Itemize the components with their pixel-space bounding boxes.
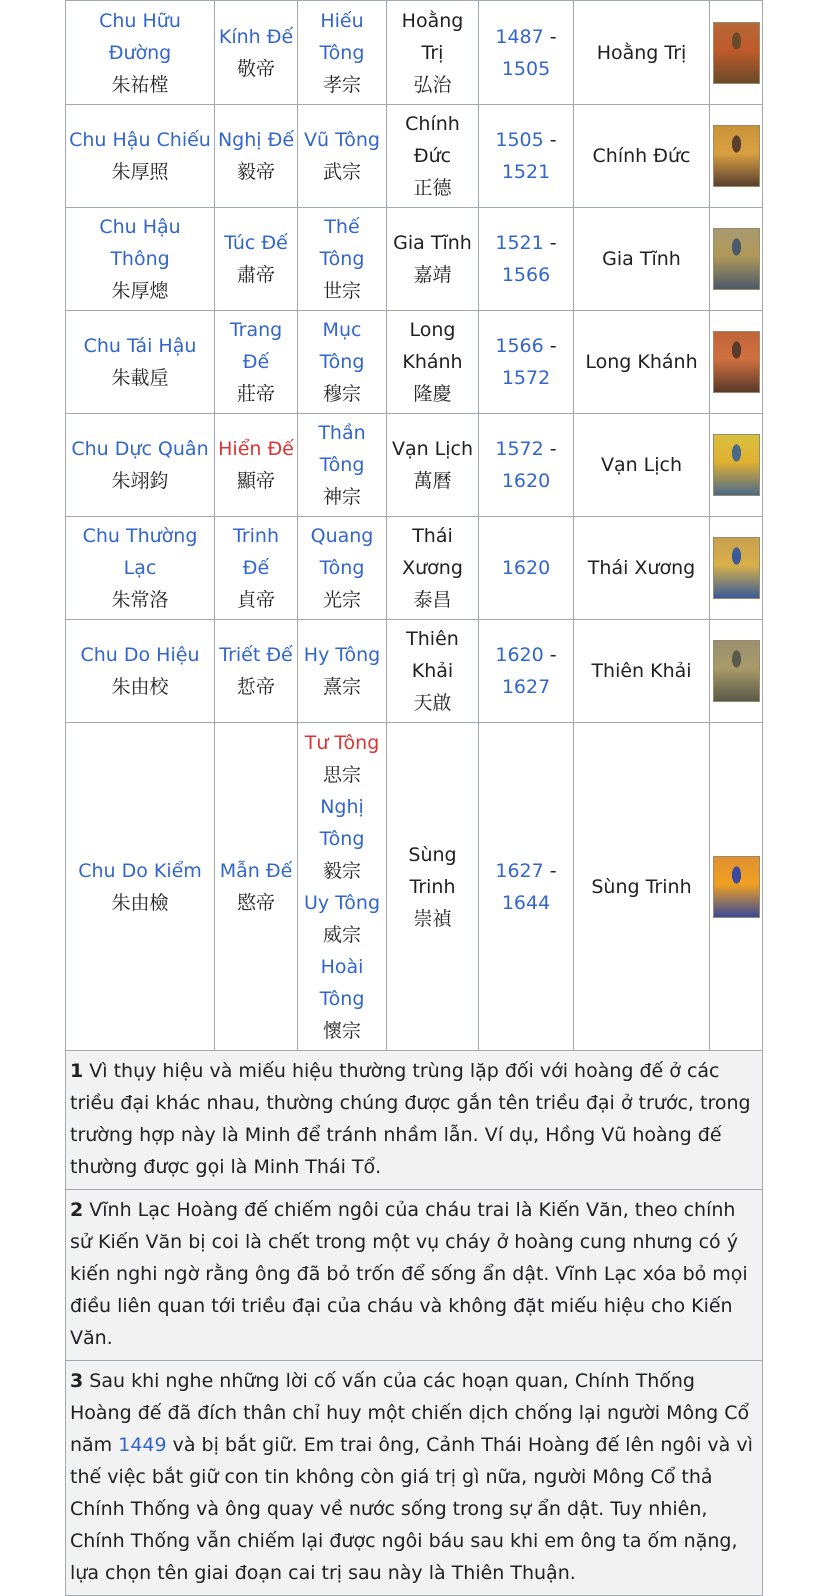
cell-portrait xyxy=(710,620,763,723)
note-text: Sau khi nghe những lời cố vấn của các hoạn quan, Chính Thống Hoàng đế đã đích thân chỉ huy một chiến dịch chống lại người Mông Cổ năm xyxy=(70,1370,750,1456)
era-name-chinese: 正德 xyxy=(413,177,452,199)
temple-name-link[interactable]: Uy Tông xyxy=(303,891,381,914)
cell-common-name: Sùng Trinh xyxy=(574,723,710,1051)
temple-name-link[interactable]: Vũ Tông xyxy=(304,129,380,151)
personal-name-link[interactable]: Chu Dực Quân xyxy=(71,438,209,460)
cell-temple-name xyxy=(298,311,387,414)
personal-name-link[interactable]: Chu Hữu Đường xyxy=(99,9,181,64)
era-name: Thiên Khải xyxy=(406,628,459,682)
reign-start-year-link[interactable]: 1620 xyxy=(501,557,551,579)
personal-name-chinese: 朱祐樘 xyxy=(111,73,169,96)
cell-common-name: Thái Xương xyxy=(574,517,710,620)
emperor-table xyxy=(65,0,763,1596)
emperor-portrait-image[interactable] xyxy=(713,537,760,599)
cell-era-name xyxy=(387,1,479,105)
posthumous-name-link[interactable]: Trang Đế xyxy=(229,319,283,373)
cell-posthumous-name xyxy=(215,105,298,208)
personal-name-link[interactable]: Chu Thường Lạc xyxy=(82,525,198,579)
posthumous-name-link[interactable]: Triết Đế xyxy=(219,644,293,666)
posthumous-name-link[interactable]: Hiển Đế xyxy=(218,438,294,460)
cell-temple-name xyxy=(298,723,387,1051)
table-body xyxy=(66,1,763,1596)
personal-name-chinese: 朱由校 xyxy=(111,676,169,698)
era-name: Sùng Trinh xyxy=(408,843,457,898)
era-name-chinese: 弘治 xyxy=(413,73,452,96)
emperor-portrait-image[interactable] xyxy=(713,228,760,290)
note-cell xyxy=(66,1051,763,1190)
posthumous-name-link[interactable]: Kính Đế xyxy=(218,25,294,48)
cell-personal-name xyxy=(66,1,215,105)
temple-name-chinese: 光宗 xyxy=(322,589,361,611)
cell-reign-years: 1505 - 1521 xyxy=(479,105,574,208)
temple-name-chinese: 威宗 xyxy=(322,923,361,946)
cell-personal-name xyxy=(66,620,215,723)
cell-era-name xyxy=(387,208,479,311)
reign-start-year-link[interactable]: 1487 xyxy=(495,25,544,48)
note-row xyxy=(66,1361,763,1596)
cell-personal-name xyxy=(66,517,215,620)
personal-name-link[interactable]: Chu Do Kiểm xyxy=(78,859,202,882)
personal-name-link[interactable]: Chu Do Hiệu xyxy=(80,644,200,666)
note-text: và bị bắt giữ. Em trai ông, Cảnh Thái Hoàng đế lên ngôi và vì thế việc bắt giữ con tin không còn giá trị gì nữa, người Mông Cổ thả Chính Thống và ông quay về nước sống trong sự ẩn dật. Tuy nhiên, Chính Thống vẫn chiếm lại được ngôi báu sau khi em ông ta ốm nặng, lựa chọn tên giai đoạn cai trị sau này là Thiên Thuận. xyxy=(70,1434,753,1584)
reign-start-year-link[interactable]: 1572 xyxy=(495,438,544,460)
cell-portrait xyxy=(710,311,763,414)
posthumous-name-chinese: 悊帝 xyxy=(236,676,275,698)
posthumous-name-link[interactable]: Mẫn Đế xyxy=(219,859,293,882)
era-name: Thái Xương xyxy=(402,525,463,579)
era-name: Long Khánh xyxy=(402,319,463,373)
table-row xyxy=(66,517,763,620)
reign-end-year-link[interactable]: 1505 xyxy=(501,57,551,80)
cell-posthumous-name xyxy=(215,723,298,1051)
reign-start-year-link[interactable]: 1566 xyxy=(495,335,544,357)
table-row xyxy=(66,311,763,414)
era-name-chinese: 隆慶 xyxy=(413,383,452,405)
cell-temple-name xyxy=(298,105,387,208)
cell-temple-name xyxy=(298,620,387,723)
temple-name-chinese: 世宗 xyxy=(322,280,361,302)
note-row xyxy=(66,1190,763,1361)
cell-temple-name xyxy=(298,517,387,620)
temple-name-link[interactable]: Thế Tông xyxy=(319,216,365,270)
era-name-chinese: 崇禎 xyxy=(413,907,452,930)
table-row xyxy=(66,105,763,208)
table-row xyxy=(66,414,763,517)
reign-start-year-link[interactable]: 1620 xyxy=(495,644,544,666)
cell-temple-name xyxy=(298,414,387,517)
cell-reign-years: 1521 - 1566 xyxy=(479,208,574,311)
emperor-portrait-image[interactable] xyxy=(713,22,760,84)
personal-name-chinese: 朱厚照 xyxy=(111,161,169,183)
note-cell xyxy=(66,1190,763,1361)
era-name-chinese: 嘉靖 xyxy=(413,264,452,286)
temple-name-link[interactable]: Tư Tông xyxy=(304,731,380,754)
cell-era-name xyxy=(387,105,479,208)
temple-name-link[interactable]: Quang Tông xyxy=(310,525,374,579)
reign-start-year-link[interactable]: 1505 xyxy=(495,129,544,151)
cell-reign-years: 1487 - 1505 xyxy=(479,1,574,105)
era-name-chinese: 萬曆 xyxy=(413,470,452,492)
emperor-portrait-image[interactable] xyxy=(713,856,760,918)
personal-name-link[interactable]: Chu Hậu Chiếu xyxy=(69,129,211,151)
era-name: Vạn Lịch xyxy=(391,438,474,460)
reign-end-year-link[interactable]: 1566 xyxy=(501,264,551,286)
cell-posthumous-name xyxy=(215,517,298,620)
era-name-chinese: 泰昌 xyxy=(413,589,452,611)
cell-reign-years xyxy=(479,517,574,620)
cell-common-name: Vạn Lịch xyxy=(574,414,710,517)
era-name: Hoằng Trị xyxy=(401,9,464,64)
cell-era-name xyxy=(387,414,479,517)
era-name: Gia Tĩnh xyxy=(393,232,472,254)
emperor-portrait-image[interactable] xyxy=(713,640,760,702)
personal-name-link[interactable]: Chu Tái Hậu xyxy=(83,335,197,357)
cell-portrait xyxy=(710,105,763,208)
cell-temple-name xyxy=(298,208,387,311)
table-row xyxy=(66,723,763,1051)
personal-name-chinese: 朱翊鈞 xyxy=(111,470,169,492)
temple-name-chinese: 思宗 xyxy=(322,763,361,786)
cell-portrait xyxy=(710,208,763,311)
cell-reign-years: 1627 - 1644 xyxy=(479,723,574,1051)
temple-name-link[interactable]: Nghị Tông xyxy=(319,795,365,850)
note-text: Vì thụy hiệu và miếu hiệu thường trùng lặp đối với hoàng đế ở các triều đại khác nhau, thường chúng được gắn tên triều đại ở trước, trong trường hợp này là Minh để tránh nhầm lẫn. Ví dụ, Hồng Vũ hoàng đế thường được gọi là Minh Thái Tổ. xyxy=(70,1060,751,1178)
cell-posthumous-name xyxy=(215,620,298,723)
temple-name-chinese: 神宗 xyxy=(322,486,361,508)
note-number: 1 xyxy=(70,1060,84,1082)
reign-start-year-link[interactable]: 1627 xyxy=(495,859,544,882)
cell-reign-years: 1566 - 1572 xyxy=(479,311,574,414)
cell-era-name xyxy=(387,517,479,620)
reign-end-year-link[interactable]: 1620 xyxy=(501,470,551,492)
cell-common-name: Thiên Khải xyxy=(574,620,710,723)
reign-end-year-link[interactable]: 1644 xyxy=(501,891,551,914)
cell-posthumous-name xyxy=(215,208,298,311)
posthumous-name-chinese: 肅帝 xyxy=(236,264,275,286)
cell-common-name: Chính Đức xyxy=(574,105,710,208)
cell-era-name xyxy=(387,723,479,1051)
temple-name-chinese: 穆宗 xyxy=(322,383,361,405)
cell-posthumous-name xyxy=(215,1,298,105)
temple-name-chinese: 毅宗 xyxy=(322,859,361,882)
temple-name-chinese: 武宗 xyxy=(322,161,361,183)
cell-temple-name xyxy=(298,1,387,105)
cell-reign-years: 1572 - 1620 xyxy=(479,414,574,517)
posthumous-name-chinese: 莊帝 xyxy=(236,383,275,405)
cell-reign-years: 1620 - 1627 xyxy=(479,620,574,723)
cell-portrait xyxy=(710,723,763,1051)
personal-name-chinese: 朱由檢 xyxy=(111,891,169,914)
note-row xyxy=(66,1051,763,1190)
note-number: 3 xyxy=(70,1370,84,1392)
reign-end-year-link[interactable]: 1572 xyxy=(501,367,551,389)
personal-name-chinese: 朱載垕 xyxy=(111,367,169,389)
personal-name-chinese: 朱厚熜 xyxy=(111,280,169,302)
cell-personal-name xyxy=(66,723,215,1051)
table-row xyxy=(66,208,763,311)
posthumous-name-chinese: 愍帝 xyxy=(236,891,275,914)
posthumous-name-link[interactable]: Trinh Đế xyxy=(233,525,279,579)
reign-end-year-link[interactable]: 1521 xyxy=(501,161,551,183)
temple-name-link[interactable]: Mục Tông xyxy=(319,319,365,373)
cell-personal-name xyxy=(66,208,215,311)
emperor-portrait-image[interactable] xyxy=(713,331,760,393)
era-name: Chính Đức xyxy=(405,113,460,167)
cell-personal-name xyxy=(66,414,215,517)
note-year-link[interactable]: 1449 xyxy=(118,1434,167,1456)
cell-common-name: Hoằng Trị xyxy=(574,1,710,105)
emperor-table-container xyxy=(65,0,762,1596)
cell-common-name: Gia Tĩnh xyxy=(574,208,710,311)
cell-portrait xyxy=(710,414,763,517)
cell-common-name: Long Khánh xyxy=(574,311,710,414)
note-cell xyxy=(66,1361,763,1596)
temple-name-link[interactable]: Hoài Tông xyxy=(319,955,365,1010)
temple-name-link[interactable]: Thần Tông xyxy=(318,422,366,476)
posthumous-name-link[interactable]: Nghị Đế xyxy=(217,129,295,151)
table-row xyxy=(66,1,763,105)
posthumous-name-link[interactable]: Túc Đế xyxy=(224,232,288,254)
temple-name-link[interactable]: Hy Tông xyxy=(303,644,381,666)
table-row xyxy=(66,620,763,723)
temple-name-chinese: 孝宗 xyxy=(322,73,361,96)
temple-name-chinese: 熹宗 xyxy=(322,676,361,698)
cell-personal-name xyxy=(66,311,215,414)
note-text: Vĩnh Lạc Hoàng đế chiếm ngôi của cháu trai là Kiến Văn, theo chính sử Kiến Văn bị coi là chết trong một vụ cháy ở hoàng cung nhưng có ý kiến nghi ngờ rằng ông đã bỏ trốn để sống ẩn dật. Vĩnh Lạc xóa bỏ mọi điều liên quan tới triều đại của cháu và không đặt miếu hiệu cho Kiến Văn. xyxy=(70,1199,748,1349)
temple-name-link[interactable]: Hiếu Tông xyxy=(319,9,365,64)
era-name-chinese: 天啟 xyxy=(413,692,452,714)
posthumous-name-chinese: 敬帝 xyxy=(236,57,275,80)
emperor-portrait-image[interactable] xyxy=(713,434,760,496)
cell-era-name xyxy=(387,620,479,723)
posthumous-name-chinese: 貞帝 xyxy=(236,589,275,611)
personal-name-link[interactable]: Chu Hậu Thông xyxy=(99,216,181,270)
cell-era-name xyxy=(387,311,479,414)
posthumous-name-chinese: 顯帝 xyxy=(236,470,275,492)
reign-end-year-link[interactable]: 1627 xyxy=(501,676,551,698)
cell-posthumous-name xyxy=(215,414,298,517)
note-number: 2 xyxy=(70,1199,84,1221)
cell-posthumous-name xyxy=(215,311,298,414)
reign-start-year-link[interactable]: 1521 xyxy=(495,232,544,254)
temple-name-chinese: 懷宗 xyxy=(322,1019,361,1042)
cell-personal-name xyxy=(66,105,215,208)
personal-name-chinese: 朱常洛 xyxy=(111,589,169,611)
cell-portrait xyxy=(710,1,763,105)
emperor-portrait-image[interactable] xyxy=(713,125,760,187)
cell-portrait xyxy=(710,517,763,620)
posthumous-name-chinese: 毅帝 xyxy=(236,161,275,183)
